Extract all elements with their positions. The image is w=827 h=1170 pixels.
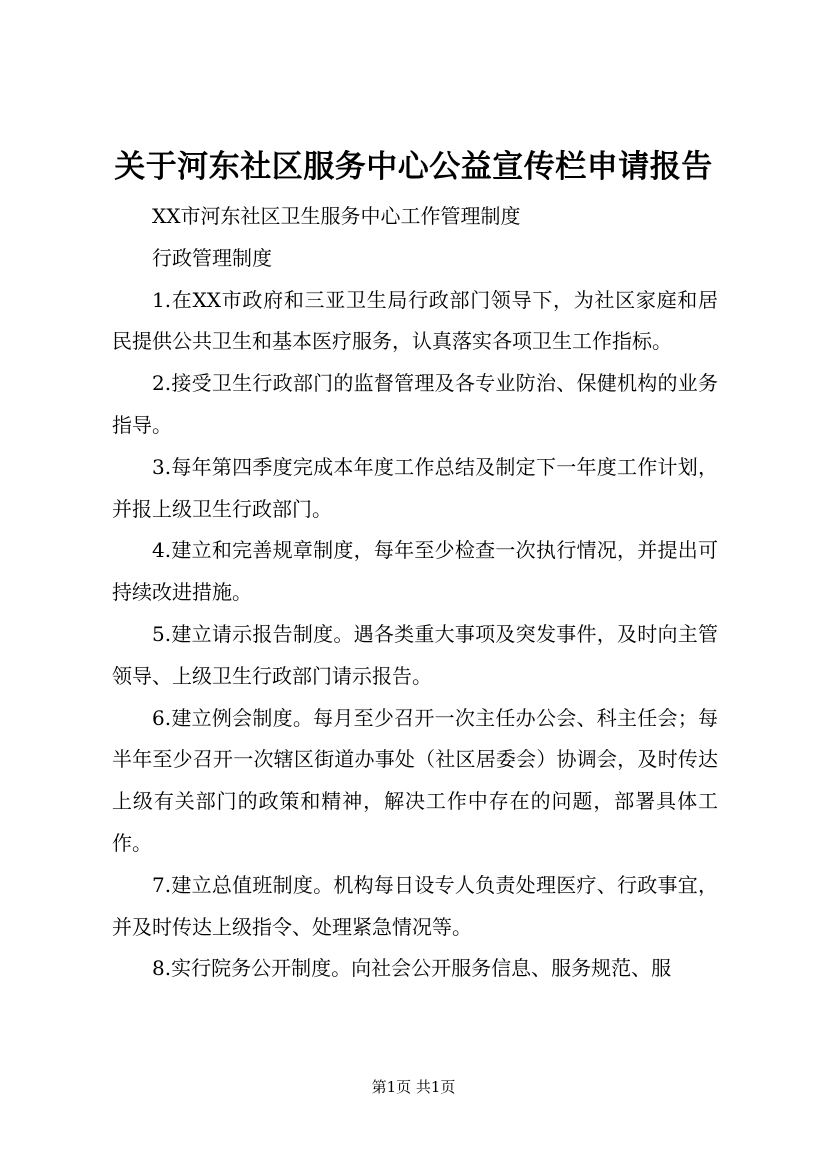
page-footer: 第1页 共1页: [371, 1078, 456, 1096]
paragraph-section-heading: 行政管理制度: [152, 245, 272, 270]
paragraph-item-4: 4.建立和完善规章制度，每年至少检查一次执行情况，并提出可持续改进措施。: [112, 538, 718, 605]
paragraph-item-2: 2.接受卫生行政部门的监督管理及各专业防治、保健机构的业务指导。: [112, 371, 718, 437]
paragraph-item-3: 3.每年第四季度完成本年度工作总结及制定下一年度工作计划，并报上级卫生行政部门。: [112, 454, 718, 521]
paragraph-item-5: 5.建立请示报告制度。遇各类重大事项及突发事件，及时向主管领导、上级卫生行政部门请示报告。: [112, 621, 718, 688]
document-body: [112, 196, 718, 990]
document-title: 关于河东社区服务中心公益宣传栏申请报告: [114, 149, 713, 185]
paragraph-item-7: 7.建立总值班制度。机构每日设专人负责处理医疗、行政事宜，并及时传达上级指令、处理紧急情况等。: [112, 872, 718, 939]
paragraph-subtitle: XX市河东社区卫生服务中心工作管理制度: [152, 204, 521, 228]
paragraph-item-8: 8.实行院务公开制度。向社会公开服务信息、服务规范、服: [152, 956, 672, 981]
paragraph-item-1: 1.在XX市政府和三亚卫生局行政部门领导下，为社区家庭和居民提供公共卫生和基本医疗服务，认真落实各项卫生工作指标。: [112, 287, 718, 354]
paragraph-item-6: 6.建立例会制度。每月至少召开一次主任办公会、科主任会；每半年至少召开一次辖区街道办事处（社区居委会）协调会，及时传达上级有关部门的政策和精神，解决工作中存在的问题，部署具体工作。: [112, 705, 718, 855]
